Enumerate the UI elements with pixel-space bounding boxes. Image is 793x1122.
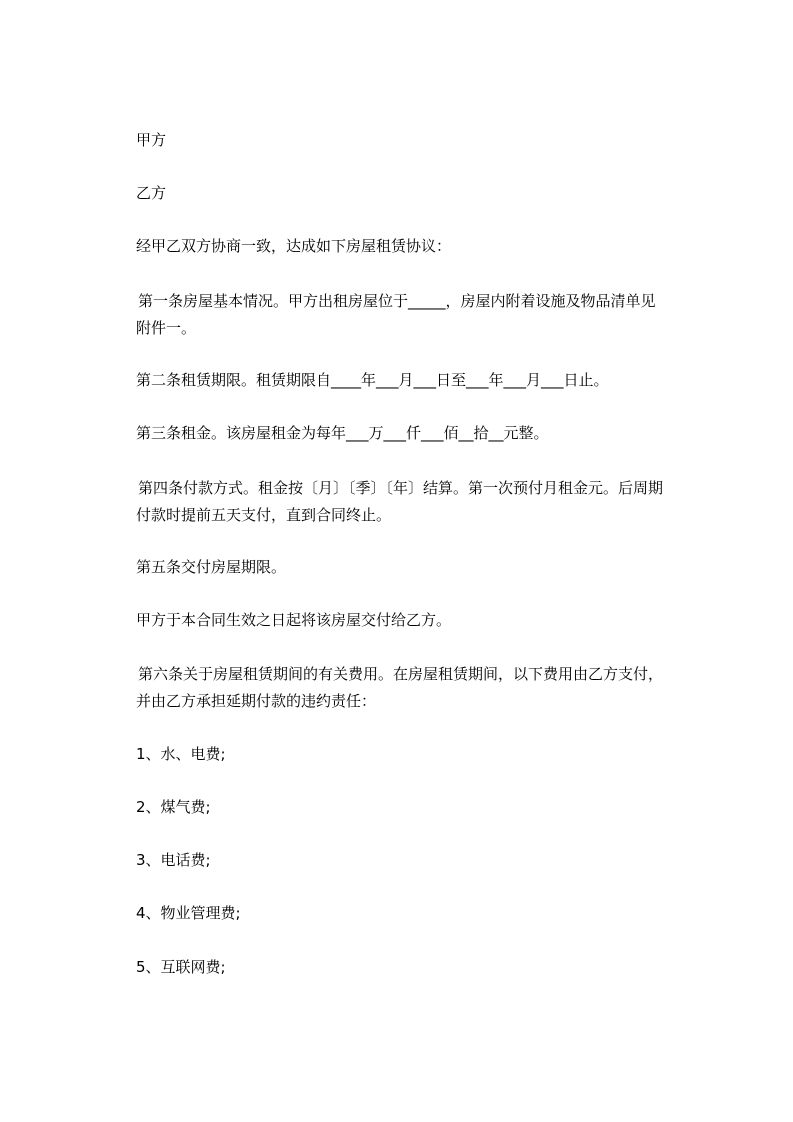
party-b-label: 乙方 [136, 184, 167, 202]
article-6-line-1: 第六条关于房屋租赁期间的有关费用。在房屋租赁期间，以下费用由乙方支付， [138, 665, 664, 683]
article-6 [136, 661, 706, 715]
fee-item: 2、煤气费; [136, 798, 211, 816]
article-4 [136, 475, 706, 529]
article-5-detail: 甲方于本合同生效之日起将该房屋交付给乙方。 [136, 611, 452, 629]
article-1-line-2: 附件一。 [136, 319, 197, 337]
article-1 [136, 288, 706, 342]
party-a-label: 甲方 [136, 131, 167, 149]
agreement-intro: 经甲乙双方协商一致，达成如下房屋租赁协议： [136, 237, 452, 255]
fee-item: 4、物业管理费; [136, 904, 241, 922]
article-5: 第五条交付房屋期限。 [136, 558, 287, 576]
article-6-line-2: 并由乙方承担延期付款的违约责任： [136, 692, 377, 710]
article-3: 第三条租金。该房屋租金为每年___万___仟___佰__拾__元整。 [136, 424, 549, 442]
article-4-line-1: 第四条付款方式。租金按〔月〕〔季〕〔年〕结算。第一次预付月租金元。后周期 [138, 479, 664, 497]
article-4-line-2: 付款时提前五天支付，直到合同终止。 [136, 506, 392, 524]
article-1-line-1: 第一条房屋基本情况。甲方出租房屋位于_____，房屋内附着设施及物品清单见 [138, 292, 656, 310]
fee-item: 3、电话费; [136, 851, 211, 869]
article-2: 第二条租赁期限。租赁期限自____年___月___日至___年___月___日止。 [136, 371, 609, 389]
fee-item: 5、互联网费; [136, 958, 226, 976]
fee-item: 1、水、电费; [136, 745, 226, 763]
